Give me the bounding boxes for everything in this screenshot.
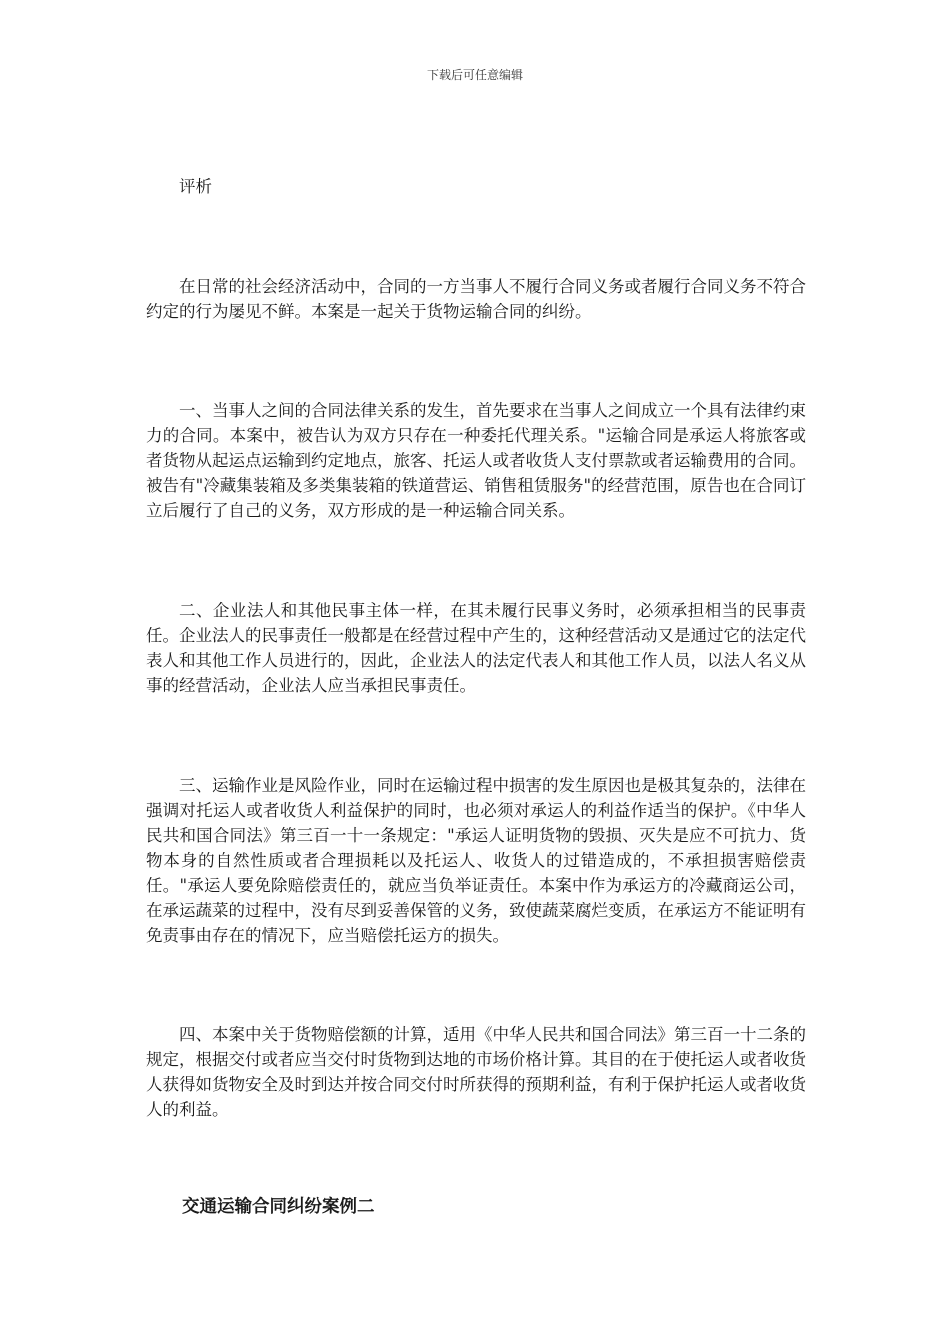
paragraph-point-1: 一、当事人之间的合同法律关系的发生，首先要求在当事人之间成立一个具有法律约束力的合同。本案中，被告认为双方只存在一种委托代理关系。"运输合同是承运人将旅客或者货物从起运点运输到约定地点，旅客、托运人或者收货人支付票款或者运输费用的合同。被告有"冷藏集装箱及多类集装箱的铁道营运、销售租赁服务"的经营范围，原告也在合同订立后履行了自己的义务，双方形成的是一种运输合同关系。: [146, 401, 806, 520]
section-title: 交通运输合同纠纷案例二: [182, 1197, 375, 1217]
paragraph-intro: 在日常的社会经济活动中，合同的一方当事人不履行合同义务或者履行合同义务不符合约定的行为屡见不鲜。本案是一起关于货物运输合同的纠纷。: [146, 277, 806, 321]
paragraph-point-4: 四、本案中关于货物赔偿额的计算，适用《中华人民共和国合同法》第三百一十二条的规定，根据交付或者应当交付时货物到达地的市场价格计算。其目的在于使托运人或者收货人获得如货物安全及时到达并按合同交付时所获得的预期利益，有利于保护托运人或者收货人的利益。: [146, 1025, 806, 1119]
paragraph-point-2: 二、企业法人和其他民事主体一样，在其未履行民事义务时，必须承担相当的民事责任。企业法人的民事责任一般都是在经营过程中产生的，这种经营活动又是通过它的法定代表人和其他工作人员进行的，因此，企业法人的法定代表人和其他工作人员，以法人名义从事的经营活动，企业法人应当承担民事责任。: [146, 601, 806, 695]
analysis-label: 评析: [179, 177, 212, 196]
page-header-note: 下载后可任意编辑: [426, 68, 523, 82]
paragraph-point-3: 三、运输作业是风险作业，同时在运输过程中损害的发生原因也是极其复杂的，法律在强调对托运人或者收货人利益保护的同时，也必须对承运人的利益作适当的保护。《中华人民共和国合同法》第三百一十一条规定："承运人证明货物的毁损、灭失是应不可抗力、货物本身的自然性质或者合理损耗以及托运人、收货人的过错造成的，不承担损害赔偿责任。"承运人要免除赔偿责任的，就应当负举证责任。本案中作为承运方的冷藏商运公司，在承运蔬菜的过程中，没有尽到妥善保管的义务，致使蔬菜腐烂变质，在承运方不能证明有免责事由存在的情况下，应当赔偿托运方的损失。: [146, 776, 806, 945]
